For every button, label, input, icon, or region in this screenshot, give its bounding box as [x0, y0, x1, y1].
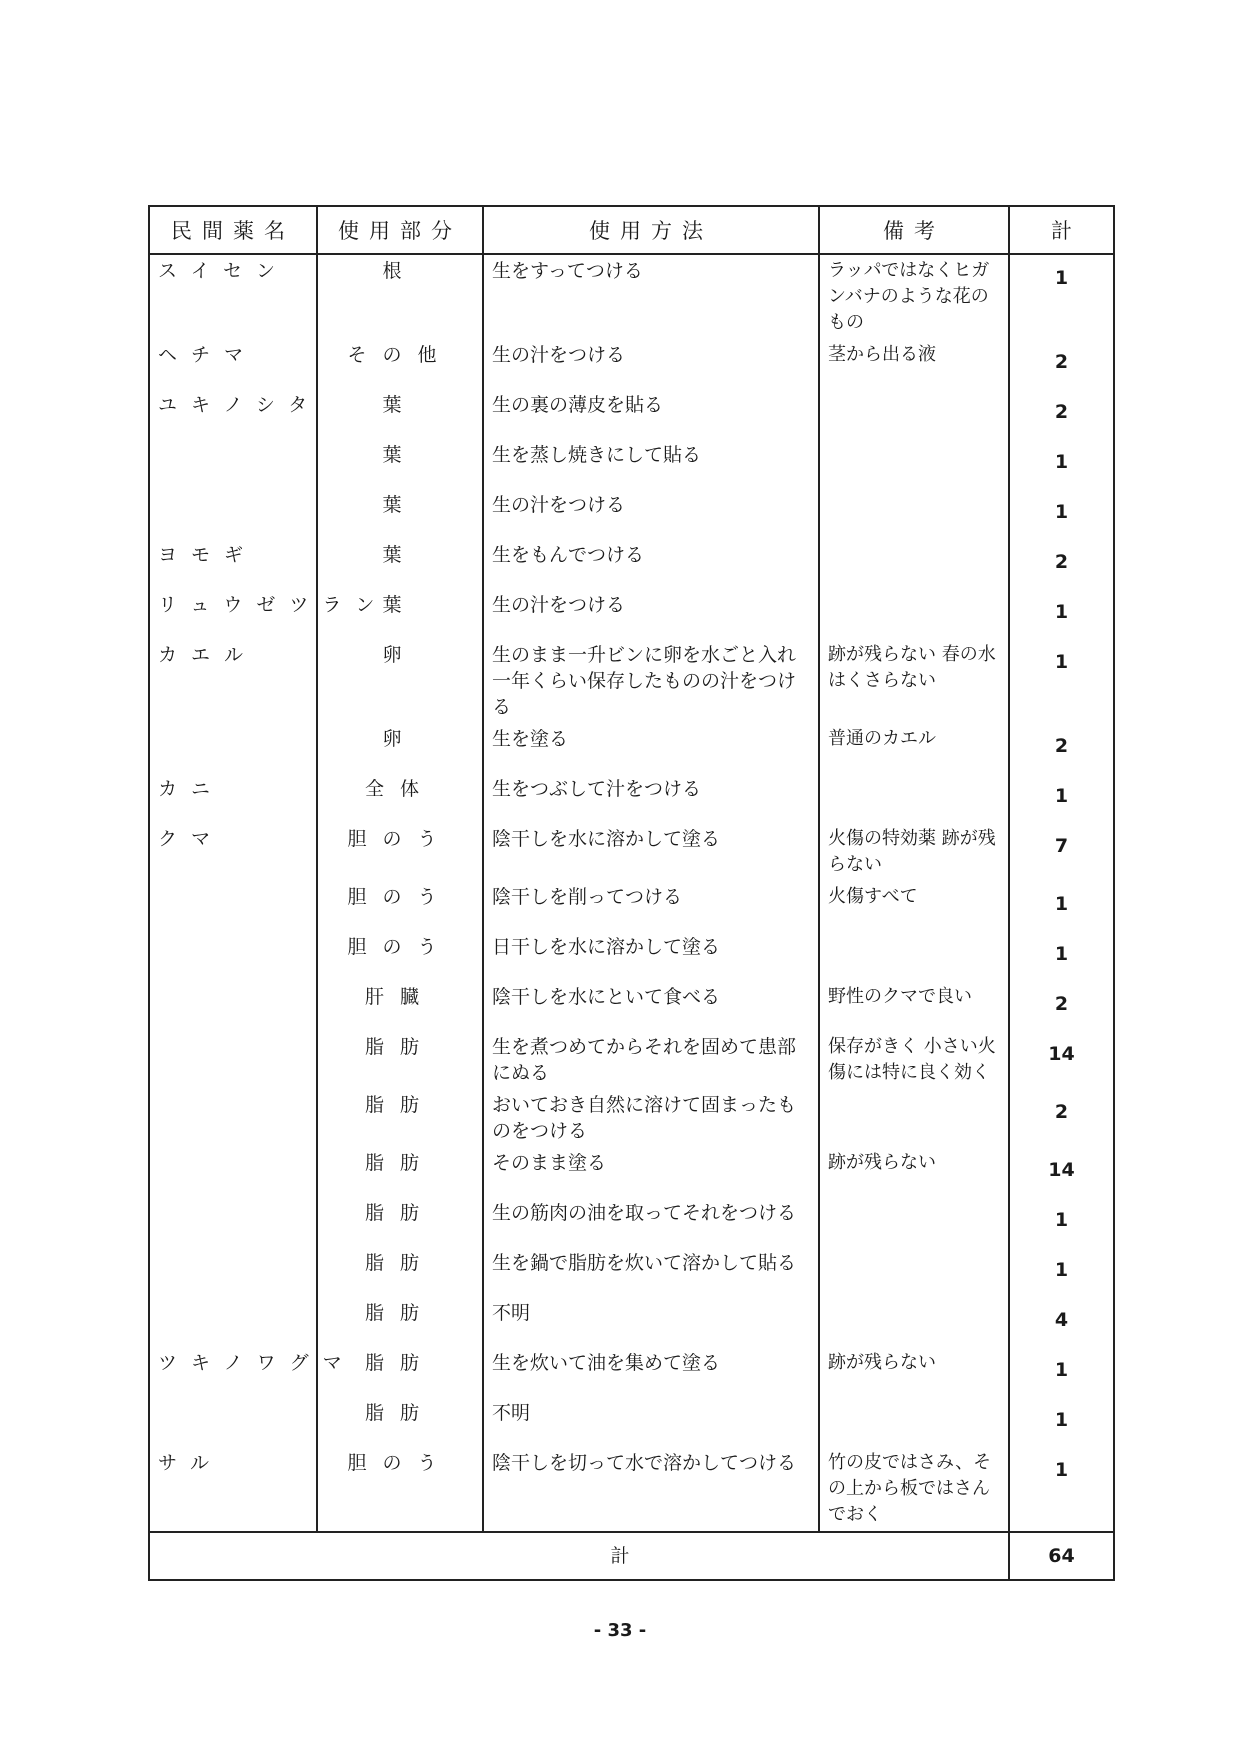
- table-row: [149, 489, 1114, 539]
- count-cell: 7: [1009, 823, 1114, 881]
- usage-method-cell: 不明: [483, 1397, 819, 1447]
- usage-part-cell: 卵: [317, 723, 483, 773]
- usage-method-cell: 生の汁をつける: [483, 489, 819, 539]
- count-cell: 1: [1009, 254, 1114, 339]
- remarks-cell: [819, 489, 1009, 539]
- count-cell: 1: [1009, 439, 1114, 489]
- usage-method-cell: 生のまま一升ビンに卵を水ごと入れ一年くらい保存したものの汁をつける: [483, 639, 819, 723]
- remedy-name-cell: カニ: [149, 773, 317, 823]
- table-row: [149, 1297, 1114, 1347]
- header-note: 備考: [819, 206, 1009, 254]
- table-row: [149, 723, 1114, 773]
- remedy-name-cell: [149, 1297, 317, 1347]
- remedy-name-cell: [149, 1197, 317, 1247]
- remarks-cell: [819, 773, 1009, 823]
- remarks-cell: 火傷すべて: [819, 881, 1009, 931]
- remarks-cell: 竹の皮ではさみ、その上から板ではさんでおく: [819, 1447, 1009, 1532]
- count-cell: 14: [1009, 1147, 1114, 1197]
- header-name: 民間薬名: [149, 206, 317, 254]
- table-row: [149, 639, 1114, 723]
- usage-part-cell: 胆のう: [317, 881, 483, 931]
- usage-part-cell: 脂肪: [317, 1347, 483, 1397]
- remarks-cell: [819, 1297, 1009, 1347]
- remarks-cell: ラッパではなくヒガンバナのような花のもの: [819, 254, 1009, 339]
- usage-method-cell: 陰干しを切って水で溶かしてつける: [483, 1447, 819, 1532]
- remedy-name-cell: [149, 881, 317, 931]
- count-cell: 2: [1009, 339, 1114, 389]
- table-row: [149, 389, 1114, 439]
- remedy-name-cell: [149, 981, 317, 1031]
- usage-part-cell: 脂肪: [317, 1031, 483, 1089]
- usage-method-cell: 生の汁をつける: [483, 339, 819, 389]
- table-row: [149, 1089, 1114, 1147]
- remarks-cell: [819, 389, 1009, 439]
- table-row: [149, 881, 1114, 931]
- remedy-name-cell: ヨモギ: [149, 539, 317, 589]
- remarks-cell: 茎から出る液: [819, 339, 1009, 389]
- remedy-name-cell: ツキノワグマ: [149, 1347, 317, 1397]
- remarks-cell: [819, 1247, 1009, 1297]
- remarks-cell: 保存がきく 小さい火傷には特に良く効く: [819, 1031, 1009, 1089]
- remarks-cell: [819, 589, 1009, 639]
- usage-part-cell: 葉: [317, 389, 483, 439]
- usage-part-cell: 脂肪: [317, 1247, 483, 1297]
- remedy-name-cell: [149, 1031, 317, 1089]
- usage-method-cell: 生の汁をつける: [483, 589, 819, 639]
- table-row: [149, 589, 1114, 639]
- count-cell: 1: [1009, 773, 1114, 823]
- count-cell: 1: [1009, 639, 1114, 723]
- usage-part-cell: 肝臓: [317, 981, 483, 1031]
- remarks-cell: [819, 931, 1009, 981]
- usage-method-cell: 日干しを水に溶かして塗る: [483, 931, 819, 981]
- count-cell: 2: [1009, 1089, 1114, 1147]
- usage-part-cell: 卵: [317, 639, 483, 723]
- usage-method-cell: 陰干しを削ってつける: [483, 881, 819, 931]
- page-number: - 33 -: [593, 1620, 647, 1641]
- usage-part-cell: 葉: [317, 589, 483, 639]
- remarks-cell: [819, 1089, 1009, 1147]
- remarks-cell: 野性のクマで良い: [819, 981, 1009, 1031]
- usage-part-cell: 脂肪: [317, 1397, 483, 1447]
- remedy-name-cell: [149, 1089, 317, 1147]
- count-cell: 2: [1009, 981, 1114, 1031]
- usage-part-cell: 葉: [317, 539, 483, 589]
- usage-part-cell: 全体: [317, 773, 483, 823]
- count-cell: 2: [1009, 723, 1114, 773]
- remedy-name-cell: [149, 1247, 317, 1297]
- remarks-cell: [819, 1397, 1009, 1447]
- remedy-name-cell: サル: [149, 1447, 317, 1532]
- usage-part-cell: 脂肪: [317, 1297, 483, 1347]
- table-row: [149, 539, 1114, 589]
- remedy-name-cell: [149, 723, 317, 773]
- remedy-name-cell: カエル: [149, 639, 317, 723]
- table-row: [149, 254, 1114, 339]
- table-row: [149, 1197, 1114, 1247]
- count-cell: 1: [1009, 1447, 1114, 1532]
- remedy-name-cell: [149, 1147, 317, 1197]
- remedy-name-cell: リュウゼツラン: [149, 589, 317, 639]
- table-row: [149, 439, 1114, 489]
- remedy-name-cell: ヘチマ: [149, 339, 317, 389]
- count-cell: 2: [1009, 389, 1114, 439]
- total-label: 計: [149, 1532, 1009, 1580]
- usage-part-cell: 胆のう: [317, 931, 483, 981]
- remarks-cell: 普通のカエル: [819, 723, 1009, 773]
- count-cell: 14: [1009, 1031, 1114, 1089]
- usage-method-cell: 生を煮つめてからそれを固めて患部にぬる: [483, 1031, 819, 1089]
- remedy-name-cell: [149, 1397, 317, 1447]
- usage-part-cell: 脂肪: [317, 1197, 483, 1247]
- usage-method-cell: 生を鍋で脂肪を炊いて溶かして貼る: [483, 1247, 819, 1297]
- usage-method-cell: 不明: [483, 1297, 819, 1347]
- usage-method-cell: 生をもんでつける: [483, 539, 819, 589]
- table-row: [149, 1347, 1114, 1397]
- usage-method-cell: 生の筋肉の油を取ってそれをつける: [483, 1197, 819, 1247]
- usage-method-cell: 陰干しを水にといて食べる: [483, 981, 819, 1031]
- usage-method-cell: 生を蒸し焼きにして貼る: [483, 439, 819, 489]
- header-count: 計: [1009, 206, 1114, 254]
- table-row: [149, 1247, 1114, 1297]
- table-row: [149, 1447, 1114, 1532]
- remedy-name-cell: [149, 931, 317, 981]
- header-method: 使用方法: [483, 206, 819, 254]
- table-row: [149, 931, 1114, 981]
- count-cell: 1: [1009, 1197, 1114, 1247]
- remarks-cell: 跡が残らない 春の水はくさらない: [819, 639, 1009, 723]
- remedy-name-cell: [149, 439, 317, 489]
- remarks-cell: 跡が残らない: [819, 1147, 1009, 1197]
- usage-method-cell: おいておき自然に溶けて固まったものをつける: [483, 1089, 819, 1147]
- table-row: [149, 339, 1114, 389]
- usage-part-cell: 胆のう: [317, 823, 483, 881]
- remedy-table: [148, 205, 1115, 1581]
- count-cell: 1: [1009, 489, 1114, 539]
- usage-method-cell: 生をつぶして汁をつける: [483, 773, 819, 823]
- count-cell: 1: [1009, 1397, 1114, 1447]
- remarks-cell: [819, 539, 1009, 589]
- table-header: [149, 206, 1114, 254]
- usage-part-cell: 葉: [317, 489, 483, 539]
- total-row: [149, 1532, 1114, 1580]
- count-cell: 1: [1009, 931, 1114, 981]
- remarks-cell: 火傷の特効薬 跡が残らない: [819, 823, 1009, 881]
- count-cell: 1: [1009, 1347, 1114, 1397]
- table-row: [149, 981, 1114, 1031]
- count-cell: 4: [1009, 1297, 1114, 1347]
- table-row: [149, 1397, 1114, 1447]
- count-cell: 2: [1009, 539, 1114, 589]
- usage-method-cell: 陰干しを水に溶かして塗る: [483, 823, 819, 881]
- count-cell: 1: [1009, 1247, 1114, 1297]
- usage-method-cell: 生を塗る: [483, 723, 819, 773]
- table-row: [149, 773, 1114, 823]
- remedy-name-cell: ユキノシタ: [149, 389, 317, 439]
- usage-part-cell: 葉: [317, 439, 483, 489]
- remarks-cell: [819, 1197, 1009, 1247]
- header-part: 使用部分: [317, 206, 483, 254]
- table-row: [149, 1031, 1114, 1089]
- usage-part-cell: 脂肪: [317, 1147, 483, 1197]
- table-body: [149, 254, 1114, 1532]
- remarks-cell: 跡が残らない: [819, 1347, 1009, 1397]
- count-cell: 1: [1009, 881, 1114, 931]
- count-cell: 1: [1009, 589, 1114, 639]
- usage-part-cell: 脂肪: [317, 1089, 483, 1147]
- table-row: [149, 823, 1114, 881]
- usage-method-cell: そのまま塗る: [483, 1147, 819, 1197]
- remedy-name-cell: スイセン: [149, 254, 317, 339]
- remarks-cell: [819, 439, 1009, 489]
- usage-method-cell: 生をすってつける: [483, 254, 819, 339]
- remedy-name-cell: クマ: [149, 823, 317, 881]
- usage-method-cell: 生を炊いて油を集めて塗る: [483, 1347, 819, 1397]
- table-row: [149, 1147, 1114, 1197]
- total-count: 64: [1009, 1532, 1114, 1580]
- usage-method-cell: 生の裏の薄皮を貼る: [483, 389, 819, 439]
- usage-part-cell: その他: [317, 339, 483, 389]
- remedy-name-cell: [149, 489, 317, 539]
- usage-part-cell: 胆のう: [317, 1447, 483, 1532]
- usage-part-cell: 根: [317, 254, 483, 339]
